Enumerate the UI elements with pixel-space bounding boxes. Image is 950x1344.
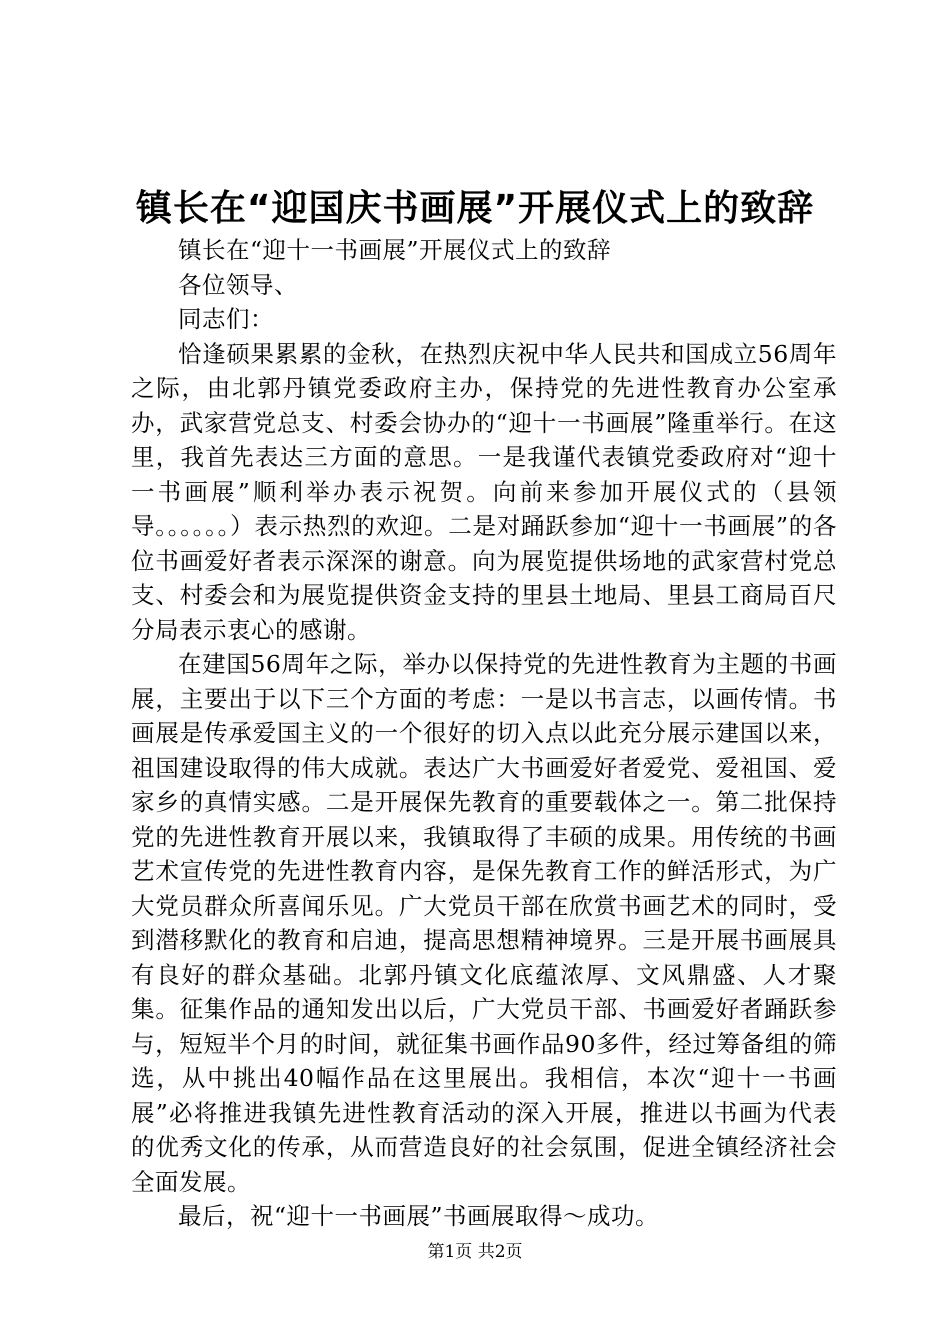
paragraph-closing: 最后，祝“迎十一书画展”书画展取得～成功。 (178, 1202, 660, 1230)
page-footer: 第1页 共2页 (427, 1242, 523, 1262)
salutation-comrades: 同志们： (178, 305, 274, 333)
document-title: 镇长在“迎国庆书画展”开展仪式上的致辞 (135, 188, 815, 229)
salutation-leaders: 各位领导、 (178, 270, 298, 299)
document-body (131, 233, 837, 1234)
paragraph-opening: 恰逢硕果累累的金秋，在热烈庆祝中华人民共和国成立56周年之际，由北郭丹镇党委政府主办，保持党的先进性教育办公室承办，武家营党总支、村委会协办的“迎十一书画展”隆重举行。在这里，我首先表达三方面的意思。一是我谨代表镇党委政府对“迎十一书画展”顺利举办表示祝贺。向前来参加开展仪式的（县领导。。。。。。）表示热烈的欢迎。二是对踊跃参加“迎十一书画展”的各位书画爱好者表示深深的谢意。向为展览提供场地的武家营村党总支、村委会和为展览提供资金支持的里县土地局、里县工商局百尺分局表示衷心的感谢。 (131, 339, 837, 644)
paragraph-reasons: 在建国56周年之际，举办以保持党的先进性教育为主题的书画展，主要出于以下三个方面的考虑：一是以书言志，以画传情。书画展是传承爱国主义的一个很好的切入点以此充分展示建国以来，祖国建设取得的伟大成就。表达广大书画爱好者爱党、爱祖国、爱家乡的真情实感。二是开展保先教育的重要载体之一。第二批保持党的先进性教育开展以来，我镇取得了丰硕的成果。用传统的书画艺术宣传党的先进性教育内容，是保先教育工作的鲜活形式，为广大党员群众所喜闻乐见。广大党员干部在欣赏书画艺术的同时，受到潜移默化的教育和启迪，提高思想精神境界。三是开展书画展具有良好的群众基础。北郭丹镇文化底蕴浓厚、文风鼎盛、人才聚集。征集作品的通知发出以后，广大党员干部、书画爱好者踊跃参与，短短半个月的时间，就征集书画作品90多件，经过筹备组的筛选，从中挑出40幅作品在这里展出。我相信，本次“迎十一书画展”必将推进我镇先进性教育活动的深入开展，推进以书画为代表的优秀文化的传承，从而营造良好的社会氛围，促进全镇经济社会全面发展。 (131, 650, 837, 1196)
subtitle-line: 镇长在“迎十一书画展”开展仪式上的致辞 (178, 236, 612, 264)
